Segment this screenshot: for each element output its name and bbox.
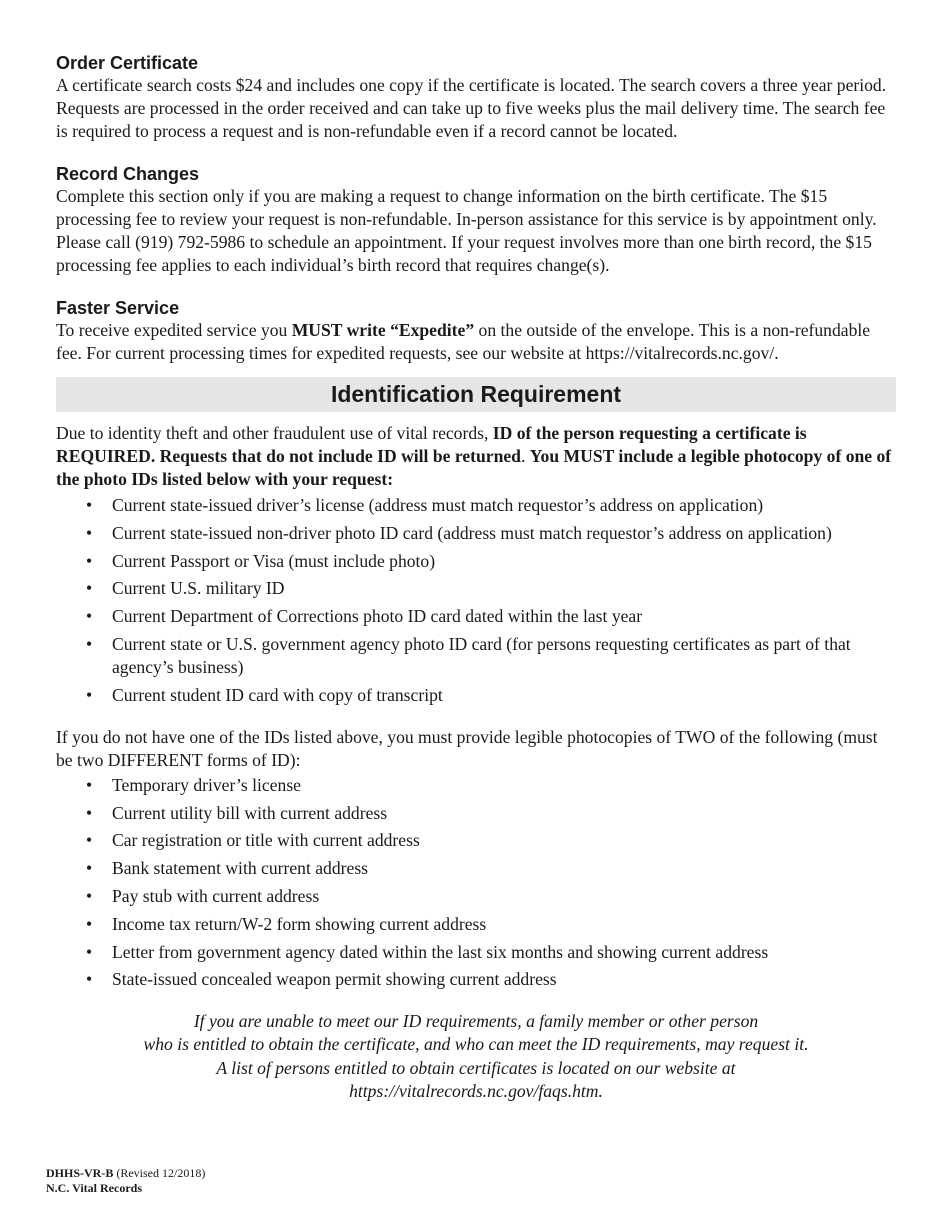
list-item: [56, 885, 896, 909]
photo-id-instruction: You MUST include a legible photocopy of one of the photo IDs listed below with your request:: [56, 446, 892, 489]
note-line: A list of persons entitled to obtain certificates is located on our website at: [216, 1057, 736, 1078]
alternate-id-list: [56, 774, 896, 992]
faster-service-heading: Faster Service: [56, 298, 180, 318]
bullet-icon: •: [86, 606, 93, 627]
list-item-text: Current U.S. military ID: [112, 578, 285, 599]
note-line: who is entitled to obtain the certificate, and who can meet the ID requirements, may request it.: [143, 1034, 809, 1055]
list-item: [56, 774, 896, 798]
form-revision: (Revised 12/2018): [113, 1166, 206, 1180]
list-item-text: Current state or U.S. government agency photo ID card (for persons requesting certificates as part of that agency’s business): [112, 633, 851, 678]
list-item: [56, 968, 896, 992]
id-requirement-note: [56, 1010, 896, 1104]
bullet-icon: •: [86, 858, 93, 879]
list-item: [56, 605, 896, 629]
list-item: [56, 577, 896, 601]
id-intro-plain: Due to identity theft and other fraudulent use of vital records,: [56, 423, 493, 443]
list-item-text: Income tax return/W-2 form showing current address: [112, 913, 487, 934]
list-item: [56, 857, 896, 881]
list-item-text: Letter from government agency dated within the last six months and showing current address: [112, 941, 769, 962]
bullet-icon: •: [86, 685, 93, 706]
list-item-text: Current utility bill with current address: [112, 802, 388, 823]
bullet-icon: •: [86, 522, 93, 543]
bullet-icon: •: [86, 885, 93, 906]
list-item-text: Current Department of Corrections photo ID card dated within the last year: [112, 606, 643, 627]
agency-name: N.C. Vital Records: [46, 1181, 142, 1195]
photo-id-list: [56, 494, 896, 708]
list-item-text: Current state-issued non-driver photo ID card (address must match requestor’s address on application): [112, 522, 832, 543]
list-item: [56, 913, 896, 937]
bullet-icon: •: [86, 495, 93, 515]
record-changes-heading: Record Changes: [56, 164, 200, 184]
list-item-text: Current student ID card with copy of transcript: [112, 685, 443, 706]
list-item-text: Car registration or title with current address: [112, 830, 420, 851]
faster-service-text: [56, 319, 896, 365]
form-footer: [46, 1166, 205, 1196]
list-item-text: Pay stub with current address: [112, 885, 320, 906]
list-item: [56, 522, 896, 546]
record-changes-text: Complete this section only if you are making a request to change information on the birth certificate. The $15 processing fee to review your request is non-refundable. In-person assistance for this service is by appointment only. Please call (919) 792-5986 to schedule an appointment. If your request involves more than one birth record, the $15 processing fee applies to each individual’s birth record that requires change(s).: [56, 186, 877, 275]
bullet-icon: •: [86, 774, 93, 795]
list-item-text: Bank statement with current address: [112, 858, 369, 879]
expedite-instruction: MUST write “Expedite”: [291, 320, 475, 340]
id-required-notice: ID of the person requesting a certificate is REQUIRED. Requests that do not include ID will be returned: [56, 423, 807, 466]
id-intro-period: .: [520, 446, 530, 466]
list-item: [56, 494, 896, 518]
document-page: [56, 52, 896, 1104]
list-item: [56, 633, 896, 680]
bullet-icon: •: [86, 802, 93, 823]
bullet-icon: •: [86, 578, 93, 599]
list-item: [56, 684, 896, 708]
bullet-icon: •: [86, 969, 93, 990]
id-requirement-intro: [56, 422, 896, 491]
list-item: [56, 802, 896, 826]
list-item: [56, 941, 896, 965]
list-item: [56, 550, 896, 574]
list-item: [56, 829, 896, 853]
bullet-icon: •: [86, 941, 93, 962]
bullet-icon: •: [86, 633, 93, 654]
faster-service-text-end: on the outside of the envelope. This is a non-refundable fee. For current processing times for expedited requests, see our website at https://vitalrecords.nc.gov/.: [56, 320, 871, 363]
list-item-text: Current state-issued driver’s license (address must match requestor’s address on application): [112, 495, 764, 515]
order-certificate-heading: Order Certificate: [56, 53, 199, 73]
list-item-text: State-issued concealed weapon permit showing current address: [112, 969, 557, 990]
note-line: If you are unable to meet our ID requirements, a family member or other person: [193, 1010, 759, 1031]
form-id: DHHS-VR-B: [46, 1166, 114, 1180]
bullet-icon: •: [86, 550, 93, 571]
list-item-text: Current Passport or Visa (must include photo): [112, 550, 436, 571]
faster-service-text-start: To receive expedited service you: [56, 320, 292, 340]
note-line: https://vitalrecords.nc.gov/faqs.htm.: [349, 1081, 603, 1102]
order-certificate-text: A certificate search costs $24 and includes one copy if the certificate is located. The search covers a three year period. Requests are processed in the order received and can take up to five weeks plus the mail delivery time. The search fee is required to process a request and is non-refundable even if a record cannot be located.: [56, 75, 887, 141]
identification-requirement-banner: Identification Requirement: [56, 377, 896, 412]
alternate-id-intro: If you do not have one of the IDs listed above, you must provide legible photocopies of TWO of the following (must be two DIFFERENT forms of ID):: [56, 726, 878, 770]
list-item-text: Temporary driver’s license: [112, 774, 301, 795]
bullet-icon: •: [86, 913, 93, 934]
bullet-icon: •: [86, 830, 93, 851]
